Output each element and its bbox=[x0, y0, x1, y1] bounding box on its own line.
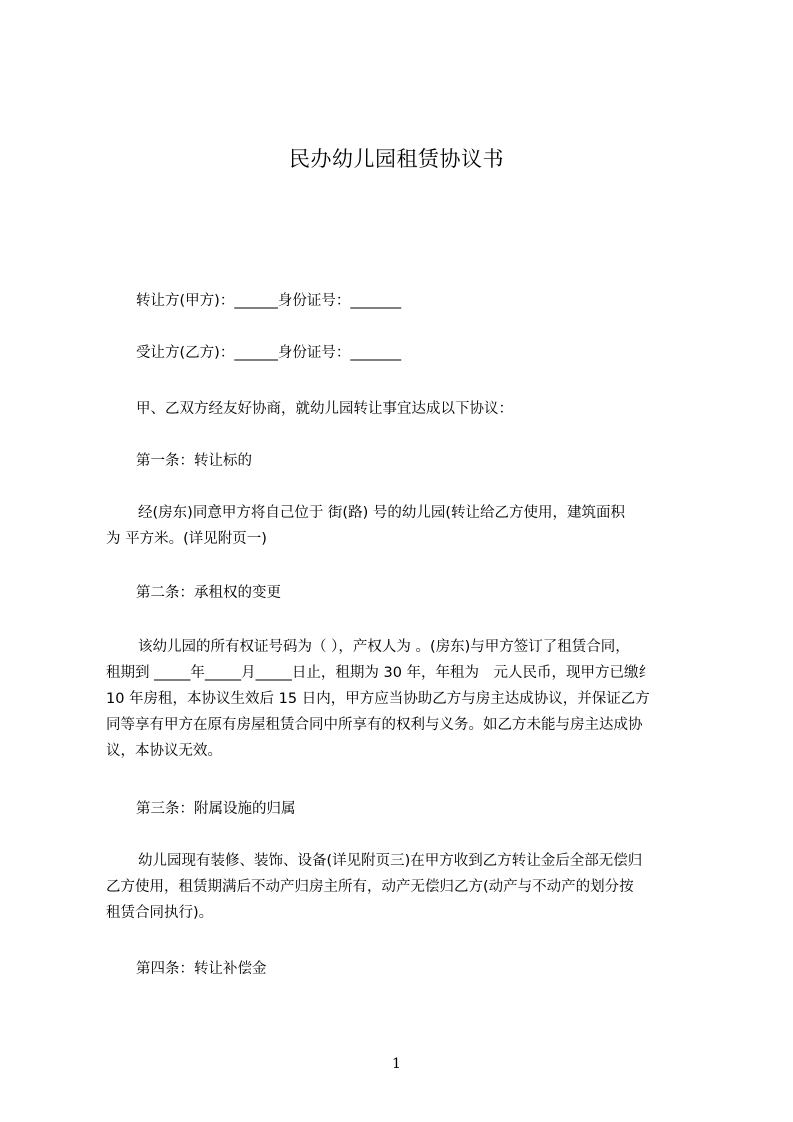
transferee-line: 受让方(乙方)：______身份证号：_______ bbox=[136, 345, 402, 361]
article-2-line: 10 年房租，本协议生效后 15 日内，甲方应当协助乙方与房主达成协议，并保证乙方 bbox=[106, 691, 650, 707]
article-2-line: 同等享有甲方在原有房屋租赁合同中所享有的权利与义务。如乙方未能与房主达成协 bbox=[106, 717, 643, 733]
article-2-line: 该幼儿园的所有权证号码为（ ），产权人为 。(房东)与甲方签订了租赁合同， bbox=[138, 639, 630, 655]
article-2-heading: 第二条：承租权的变更 bbox=[136, 585, 281, 601]
article-1-body bbox=[106, 500, 700, 552]
document-title: 民办幼儿园租赁协议书 bbox=[289, 147, 504, 171]
article-1-heading: 第一条：转让标的 bbox=[136, 453, 252, 469]
article-3-heading: 第三条：附属设施的归属 bbox=[136, 801, 296, 817]
article-1-line: 为 平方米。(详见附页一) bbox=[106, 531, 267, 547]
article-3-line: 租赁合同执行)。 bbox=[106, 905, 214, 921]
intro-paragraph: 甲、乙双方经友好协商，就幼儿园转让事宜达成以下协议： bbox=[136, 401, 513, 417]
article-2-line: 租期到 _____年_____月_____日止，租期为 30 年，年租为 元人民币，现甲方已缴纟 bbox=[106, 665, 654, 681]
article-4-heading: 第四条：转让补偿金 bbox=[136, 961, 267, 977]
article-3-body bbox=[106, 848, 700, 926]
article-3-line: 乙方使用，租赁期满后不动产归房主所有，动产无偿归乙方(动产与不动产的划分按 bbox=[106, 879, 634, 895]
article-2-body bbox=[106, 634, 700, 764]
article-1-line: 经(房东)同意甲方将自己位于 街(路) 号的幼儿园(转让给乙方使用，建筑面积 bbox=[138, 505, 626, 521]
page-number: 1 bbox=[392, 1056, 401, 1072]
article-3-line: 幼儿园现有装修、装饰、设备(详见附页三)在甲方收到乙方转让金后全部无偿归 bbox=[138, 853, 643, 869]
transferor-line: 转让方(甲方)：______身份证号：_______ bbox=[136, 293, 402, 309]
article-2-line: 议，本协议无效。 bbox=[106, 743, 222, 759]
